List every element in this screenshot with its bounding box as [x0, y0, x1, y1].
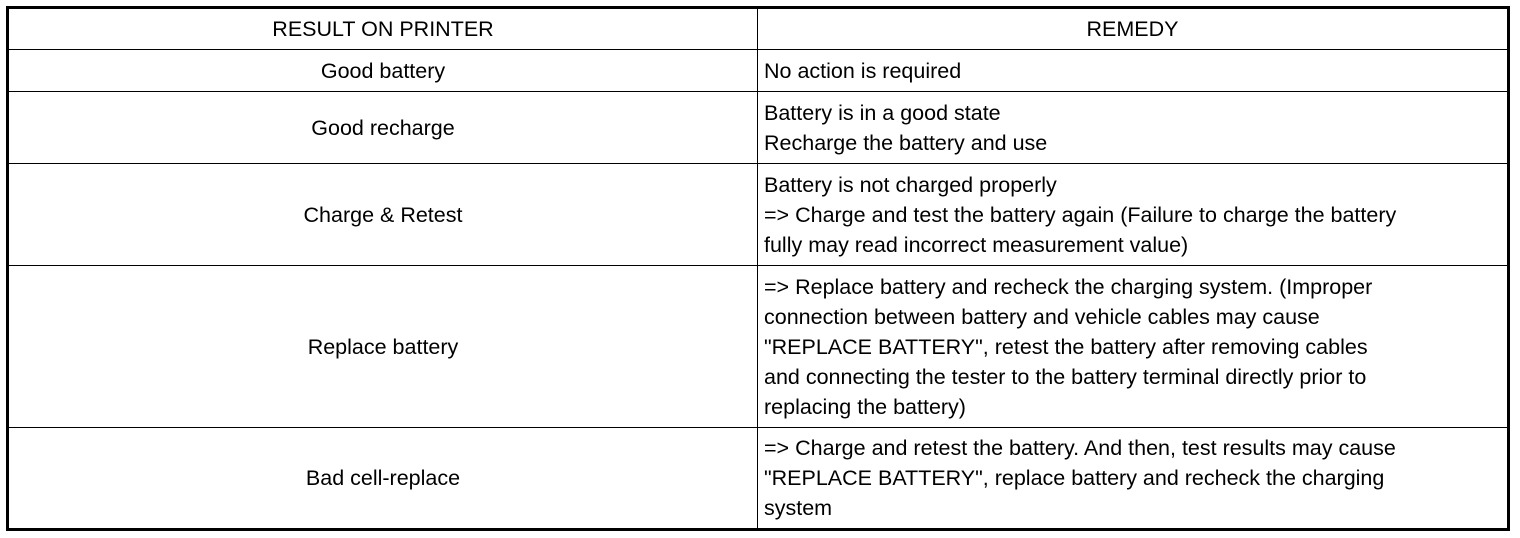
- remedy-line: "REPLACE BATTERY", retest the battery after removing cables: [764, 334, 1368, 359]
- header-result-on-printer: RESULT ON PRINTER: [8, 8, 758, 50]
- remedy-line: No action is required: [764, 58, 962, 83]
- result-cell: Good recharge: [8, 92, 758, 164]
- remedy-line: system: [764, 496, 833, 520]
- result-cell: Good battery: [8, 50, 758, 92]
- table-row: [8, 164, 1509, 266]
- result-cell: Bad cell-replace: [8, 428, 758, 530]
- table-row: [8, 266, 1509, 428]
- remedy-cell: [758, 92, 1509, 164]
- table-row: [8, 92, 1509, 164]
- remedy-line: Battery is in a good state: [764, 100, 1001, 125]
- header-remedy: REMEDY: [758, 8, 1509, 50]
- remedy-line: => Replace battery and recheck the charging system. (Improper: [764, 274, 1373, 299]
- remedy-line: => Charge and test the battery again (Failure to charge the battery: [764, 202, 1397, 227]
- remedy-line: fully may read incorrect measurement value): [764, 232, 1189, 257]
- remedy-cell: [758, 266, 1509, 428]
- remedy-line: Recharge the battery and use: [764, 130, 1048, 155]
- battery-test-table-container: [6, 6, 1510, 531]
- remedy-line: replacing the battery): [764, 394, 966, 419]
- remedy-line: and connecting the tester to the battery terminal directly prior to: [764, 364, 1367, 389]
- remedy-line: connection between battery and vehicle cables may cause: [764, 304, 1320, 329]
- result-cell: Charge & Retest: [8, 164, 758, 266]
- table-row: [8, 50, 1509, 92]
- battery-test-results-table: [6, 6, 1510, 531]
- table-header-row: [8, 8, 1509, 50]
- remedy-cell: [758, 50, 1509, 92]
- remedy-line: => Charge and retest the battery. And then, test results may cause: [764, 436, 1396, 460]
- remedy-line: "REPLACE BATTERY", replace battery and recheck the charging: [764, 466, 1385, 490]
- remedy-cell: [758, 164, 1509, 266]
- table-row: [8, 428, 1509, 530]
- remedy-cell: [758, 428, 1509, 530]
- remedy-line: Battery is not charged properly: [764, 172, 1057, 197]
- result-cell: Replace battery: [8, 266, 758, 428]
